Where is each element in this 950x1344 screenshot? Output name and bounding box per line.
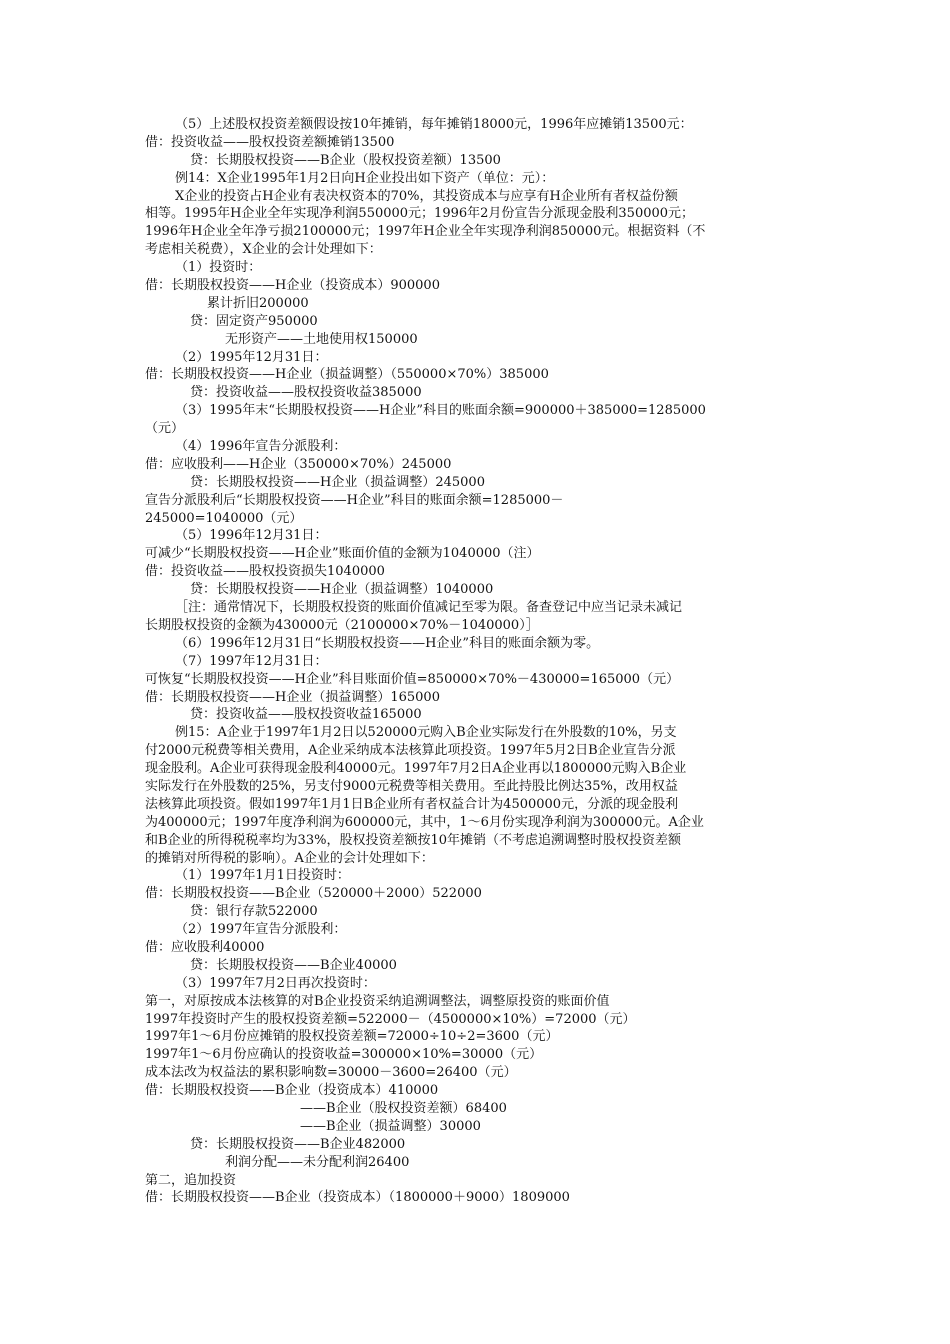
text-line: ［注：通常情况下，长期股权投资的账面价值减记至零为限。备查登记中应当记录未减记 (175, 600, 683, 616)
text-line: （1）1997年1月1日投资时： (175, 868, 350, 884)
text-line: 实际发行在外股数的25%，另支付9000元税费等相关费用。至此持股比例达35%，改用权益 (145, 778, 678, 794)
text-line: 贷：长期股权投资——H企业（损益调整）245000 (190, 474, 485, 490)
text-line: 贷：长期股权投资——H企业（损益调整）1040000 (190, 582, 494, 598)
text-line: 1997年1～6月份应摊销的股权投资差额=72000÷10÷2=3600（元） (145, 1029, 559, 1045)
text-line: 相等。1995年H企业全年实现净利润550000元；1996年2月份宣告分派现金股利350000元； (145, 206, 695, 222)
text-line: （3）1997年7月2日再次投资时： (175, 975, 376, 991)
text-line: （元） (145, 421, 185, 437)
text-line: 付2000元税费等相关费用，A企业采纳成本法核算此项投资。1997年5月2日B企业宣告分派 (145, 743, 676, 759)
text-line: （2）1995年12月31日： (175, 349, 328, 365)
text-line: 贷：固定资产950000 (190, 313, 318, 329)
text-line: 借：长期股权投资——H企业（损益调整）165000 (145, 689, 440, 705)
text-line: ——B企业（损益调整）30000 (300, 1118, 481, 1134)
text-line: 贷：投资收益——股权投资收益165000 (190, 707, 422, 723)
text-line: 贷：长期股权投资——B企业482000 (190, 1136, 406, 1152)
text-line: 借：投资收益——股权投资差额摊销13500 (145, 134, 395, 150)
text-line: （3）1995年末“长期股权投资——H企业”科目的账面余额=900000＋385000=1285000 (175, 403, 706, 419)
text-line: （5）上述股权投资差额假设按10年摊销，每年摊销18000元，1996年应摊销13500元： (175, 117, 693, 132)
text-line: 借：长期股权投资——H企业（损益调整）（550000×70%）385000 (145, 367, 549, 383)
text-line: 可减少“长期股权投资——H企业”账面价值的金额为1040000（注） (145, 546, 540, 562)
text-line: 考虑相关税费），X企业的会计处理如下： (145, 242, 382, 258)
text-line: 可恢复“长期股权投资——H企业”科目账面价值=850000×70%－430000=165000（元） (145, 671, 680, 687)
text-line: 长期股权投资的金额为430000元（2100000×70%－1040000）］ (145, 617, 539, 633)
text-line: 245000=1040000（元） (145, 510, 303, 526)
text-line: 1997年投资时产生的股权投资差额=522000－（4500000×10%）=72000（元） (145, 1011, 636, 1027)
text-line: （1）投资时： (175, 260, 262, 276)
text-line: 1997年1～6月份应确认的投资收益=300000×10%=30000（元） (145, 1047, 543, 1063)
text-line: 借：长期股权投资——B企业（投资成本）410000 (145, 1083, 439, 1099)
text-line: 1996年H企业全年净亏损2100000元；1997年H企业全年实现净利润850000元。根据资料（不 (145, 224, 706, 240)
text-line: 例15：A企业于1997年1月2日以520000元购入B企业实际发行在外股数的10%，另支 (175, 725, 677, 741)
text-line: 贷：长期股权投资——B企业40000 (190, 957, 397, 973)
text-line: 借：长期股权投资——B企业（520000＋2000）522000 (145, 886, 482, 902)
text-line: 借：应收股利——H企业（350000×70%）245000 (145, 456, 452, 472)
text-line: X企业的投资占H企业有表决权资本的70%，其投资成本与应享有H企业所有者权益份额 (175, 188, 678, 204)
text-line: 利润分配——未分配利润26400 (225, 1154, 410, 1170)
text-line: （5）1996年12月31日： (175, 528, 328, 544)
text-line: ——B企业（股权投资差额）68400 (300, 1100, 507, 1116)
text-line: 贷：长期股权投资——B企业（股权投资差额）13500 (190, 152, 501, 168)
text-line: 贷：投资收益——股权投资收益385000 (190, 385, 422, 401)
text-line: 法核算此项投资。假如1997年1月1日B企业所有者权益合计为4500000元，分派的现金股利 (145, 796, 679, 812)
text-line: 累计折旧200000 (207, 295, 309, 311)
text-line: 宣告分派股利后“长期股权投资——H企业”科目的账面余额=1285000－ (145, 492, 564, 508)
text-line: 为400000元；1997年度净利润为600000元，其中，1～6月份实现净利润为300000元。A企业 (145, 814, 704, 830)
text-line: 第一，对原按成本法核算的对B企业投资采纳追溯调整法，调整原投资的账面价值 (145, 993, 610, 1009)
text-line: 第二，追加投资 (145, 1172, 237, 1188)
text-line: 现金股利。A企业可获得现金股利40000元。1997年7月2日A企业再以1800000元购入B企业 (145, 761, 687, 777)
text-line: 借：长期股权投资——H企业（投资成本）900000 (145, 278, 440, 294)
text-line: 贷：银行存款522000 (190, 904, 318, 920)
text-line: （6）1996年12月31日“长期股权投资——H企业”科目的账面余额为零。 (175, 635, 600, 651)
text-line: （4）1996年宣告分派股利： (175, 439, 347, 455)
text-line: 无形资产——土地使用权150000 (225, 331, 418, 347)
document-body (0, 116, 950, 1207)
text-line: 和B企业的所得税税率均为33%，股权投资差额按10年摊销（不考虑追溯调整时股权投资差额 (145, 832, 681, 848)
text-line: 借：应收股利40000 (145, 939, 265, 955)
text-line: （7）1997年12月31日： (175, 653, 328, 669)
text-line: （2）1997年宣告分派股利： (175, 922, 347, 938)
text-line: 借：长期股权投资——B企业（投资成本）（1800000＋9000）1809000 (145, 1190, 570, 1206)
text-line: 成本法改为权益法的累积影响数=30000－3600=26400（元） (145, 1065, 517, 1081)
text-line: 借：投资收益——股权投资损失1040000 (145, 564, 385, 580)
text-line: 的摊销对所得税的影响）。A企业的会计处理如下： (145, 850, 434, 866)
text-line: 例14：X企业1995年1月2日向H企业投出如下资产（单位：元）： (175, 170, 555, 186)
